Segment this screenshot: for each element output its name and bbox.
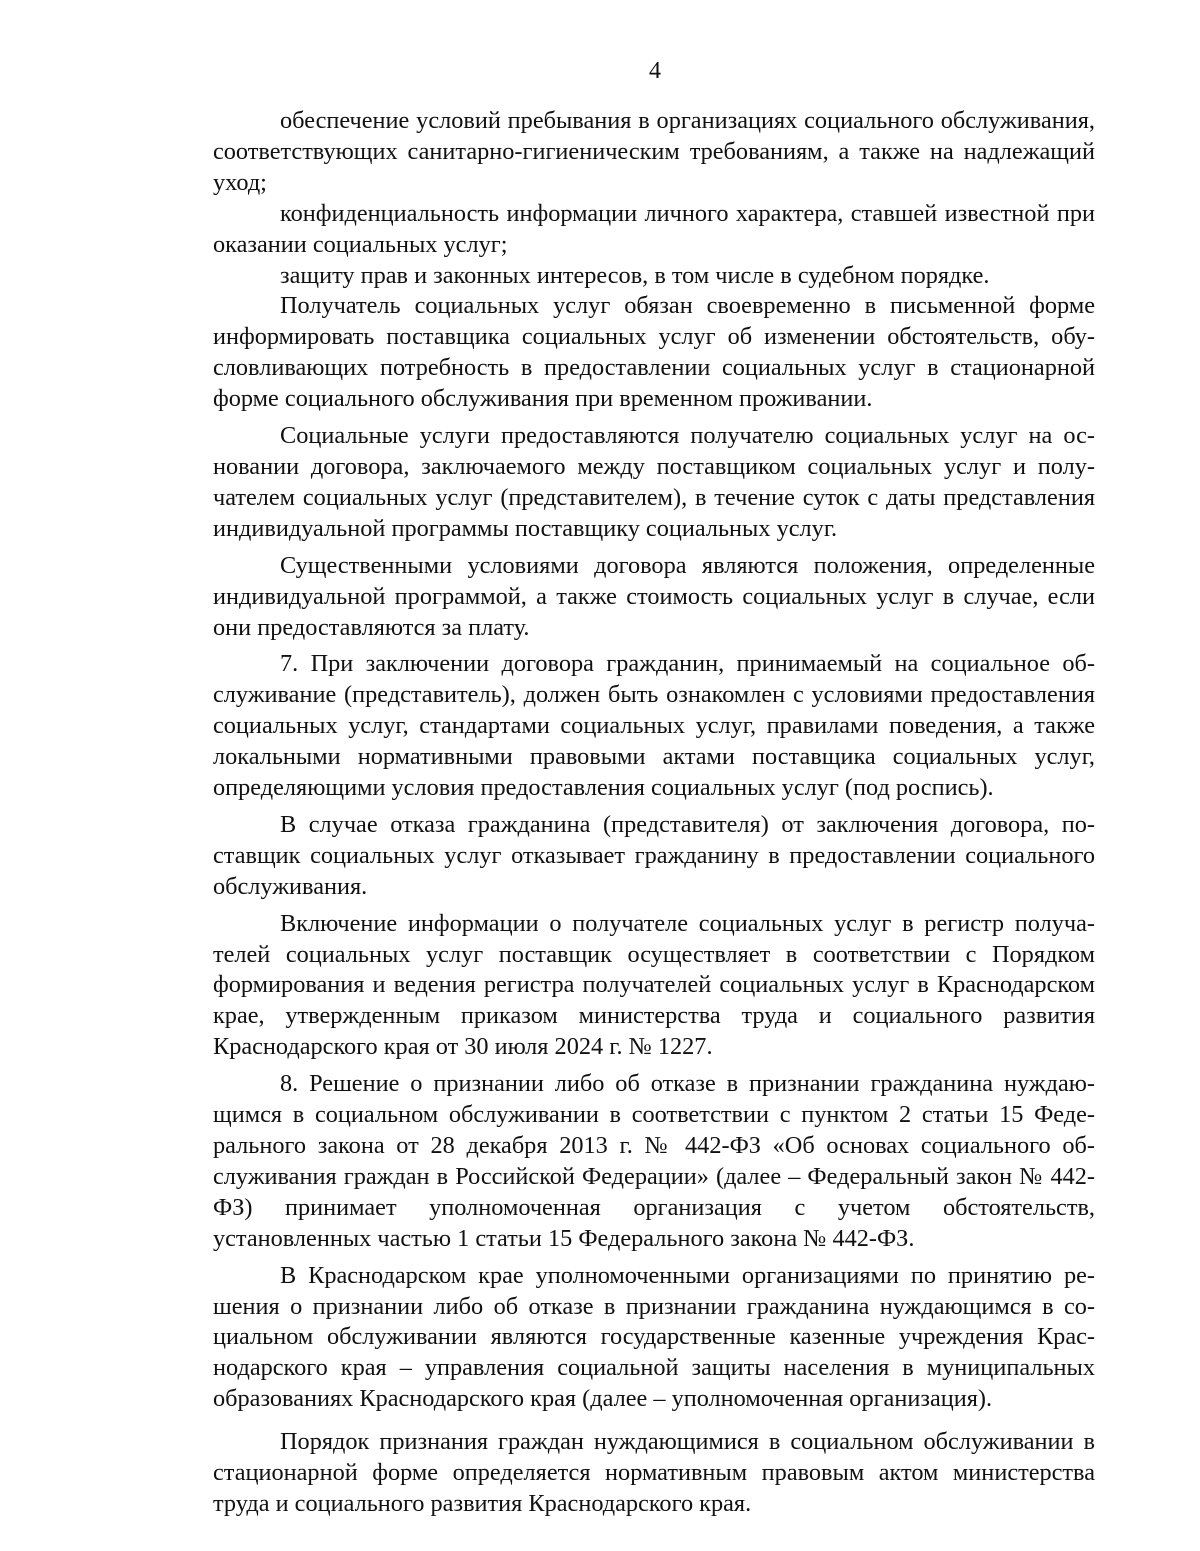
paragraph-recipient-obligation: Получатель социальных услуг обязан своевременно в письменной форме информировать поставщика социальных услуг об изменении обстоятельств, обусловливающих потребность в предоставлении социальных услуг в стационарной форме социального обслуживания при временном проживании. <box>213 292 1095 413</box>
paragraph-conditions-of-stay: обеспечение условий пребывания в организациях социального обслуживания, соответствующих санитарно-гигиеническим требованиям, а также на надлежащий уход; <box>213 107 1095 196</box>
paragraph-essential-conditions: Существенными условиями договора являются положения, определенные индивидуальной программой, а также стоимость социальных услуг в случае, если они предоставляются за плату. <box>213 551 1095 641</box>
paragraph-refusal: В случае отказа гражданина (представителя) от заключения договора, поставщик социальных услуг отказывает гражданину в предоставлении социального обслуживания. <box>213 810 1095 900</box>
page-number: 4 <box>649 58 661 84</box>
paragraph-authorized-organizations: В Краснодарском крае уполномоченными организациями по принятию решения о признании либо об отказе в признании гражданина нуждающимся в социальном обслуживании являются государственные казенные учреждения Краснодарского края – управления социальной защиты населения в муниципальных образованиях Краснодарского края (далее – уполномоченная организация). <box>213 1261 1095 1413</box>
paragraph-item-8: 8. Решение о признании либо об отказе в признании гражданина нуждающимся в социальном обслуживании в соответствии с пунктом 2 статьи 15 Федерального закона от 28 декабря 2013 г. № 442-ФЗ «Об основах социального обслуживания граждан в Российской Федерации» (далее – Федеральный закон № 442-ФЗ) принимает уполномоченная организация с учетом обстоятельств, установленных частью 1 статьи 15 Федерального закона № 442-ФЗ. <box>213 1070 1095 1252</box>
paragraph-item-7: 7. При заключении договора гражданин, принимаемый на социальное обслуживание (представитель), должен быть ознакомлен с условиями предоставления социальных услуг, стандартами социальных услуг, правилами поведения, а также локальными нормативными правовыми актами поставщика социальных услуг, определяющими условия предоставления социальных услуг (под роспись). <box>213 650 1095 802</box>
paragraph-rights-protection: защиту прав и законных интересов, в том числе в судебном порядке. <box>280 261 990 289</box>
paragraph-confidentiality: конфиденциальность информации личного характера, ставшей известной при оказании социальных услуг; <box>213 199 1095 258</box>
paragraph-registry: Включение информации о получателе социальных услуг в регистр получателей социальных услуг поставщик осуществляет в соответствии с Порядком формирования и ведения регистра получателей социальных услуг в Краснодарском крае, утвержденным приказом министерства труда и социального развития Краснодарского края от 30 июля 2024 г. № 1227. <box>213 909 1095 1061</box>
paragraph-contract-basis: Социальные услуги предоставляются получателю социальных услуг на основании договора, заключаемого между поставщиком социальных услуг и получателем социальных услуг (представителем), в течение суток с даты представления индивидуальной программы поставщику социальных услуг. <box>213 422 1095 542</box>
document-body <box>213 106 1095 1520</box>
paragraph-procedure: Порядок признания граждан нуждающимися в социальном обслуживании в стационарной форме определяется нормативным правовым актом министерства труда и социального развития Краснодарского края. <box>213 1428 1095 1517</box>
